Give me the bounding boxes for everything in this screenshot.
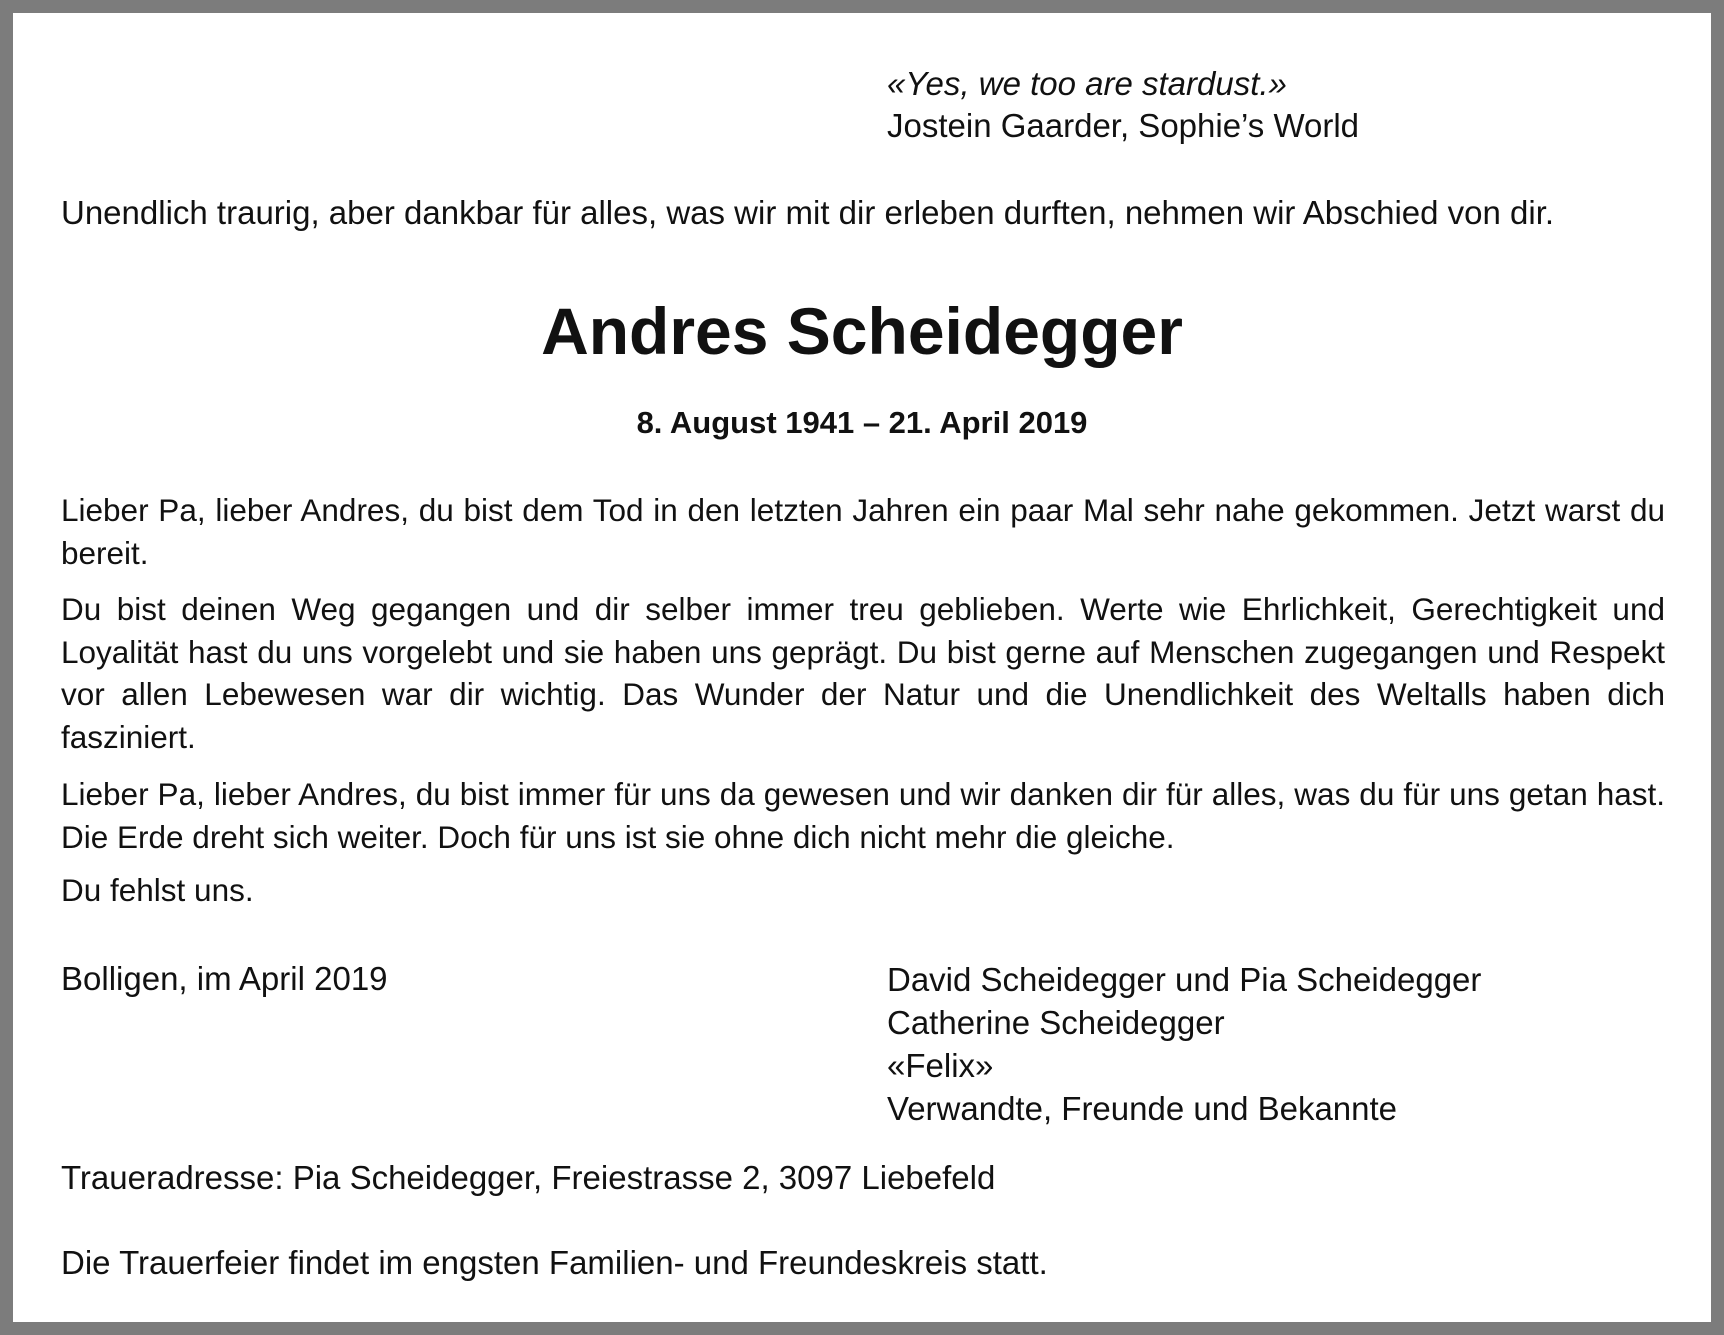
quote-text: «Yes, we too are stardust.» bbox=[887, 65, 1287, 102]
obituary-page bbox=[13, 13, 1711, 1322]
signers-block bbox=[887, 958, 1481, 1130]
quote-author: Jostein Gaarder, Sophie’s World bbox=[887, 107, 1360, 144]
deceased-name: Andres Scheidegger bbox=[541, 294, 1183, 368]
paragraph-2: Du bist deinen Weg gegangen und dir selber immer treu geblieben. Werte wie Ehrlichkeit, Gerechtigkeit und Loyalität hast du uns vorgelebt und sie haben uns geprägt. Du bist gerne auf Menschen zugegangen und Respekt vor allen Lebewesen war dir wichtig. Das Wunder der Natur und die Unendlichkeit des Weltalls haben dich fasziniert. bbox=[61, 591, 1665, 755]
paragraph-1: Lieber Pa, lieber Andres, du bist dem Tod in den letzten Jahren ein paar Mal sehr nahe gekommen. Jetzt warst du bereit. bbox=[61, 492, 1665, 571]
mourning-address: Traueradresse: Pia Scheidegger, Freiestrasse 2, 3097 Liebefeld bbox=[61, 1159, 996, 1196]
signer-line: «Felix» bbox=[887, 1047, 994, 1084]
intro-line: Unendlich traurig, aber dankbar für alles, was wir mit dir erleben durften, nehmen wir Abschied von dir. bbox=[61, 194, 1555, 231]
life-dates: 8. August 1941 – 21. April 2019 bbox=[636, 405, 1088, 440]
paragraph-4: Du fehlst uns. bbox=[61, 872, 254, 908]
place-date: Bolligen, im April 2019 bbox=[61, 960, 388, 997]
paragraph-3: Lieber Pa, lieber Andres, du bist immer für uns da gewesen und wir danken dir für alles, was du für uns getan hast. Die Erde dreht sich weiter. Doch für uns ist sie ohne dich nicht mehr die gleiche. bbox=[61, 776, 1665, 855]
signer-line: Verwandte, Freunde und Bekannte bbox=[887, 1090, 1398, 1127]
ceremony-note: Die Trauerfeier findet im engsten Familien- und Freundeskreis statt. bbox=[61, 1244, 1048, 1281]
signer-line: Catherine Scheidegger bbox=[887, 1004, 1225, 1041]
signer-line: David Scheidegger und Pia Scheidegger bbox=[887, 961, 1482, 998]
